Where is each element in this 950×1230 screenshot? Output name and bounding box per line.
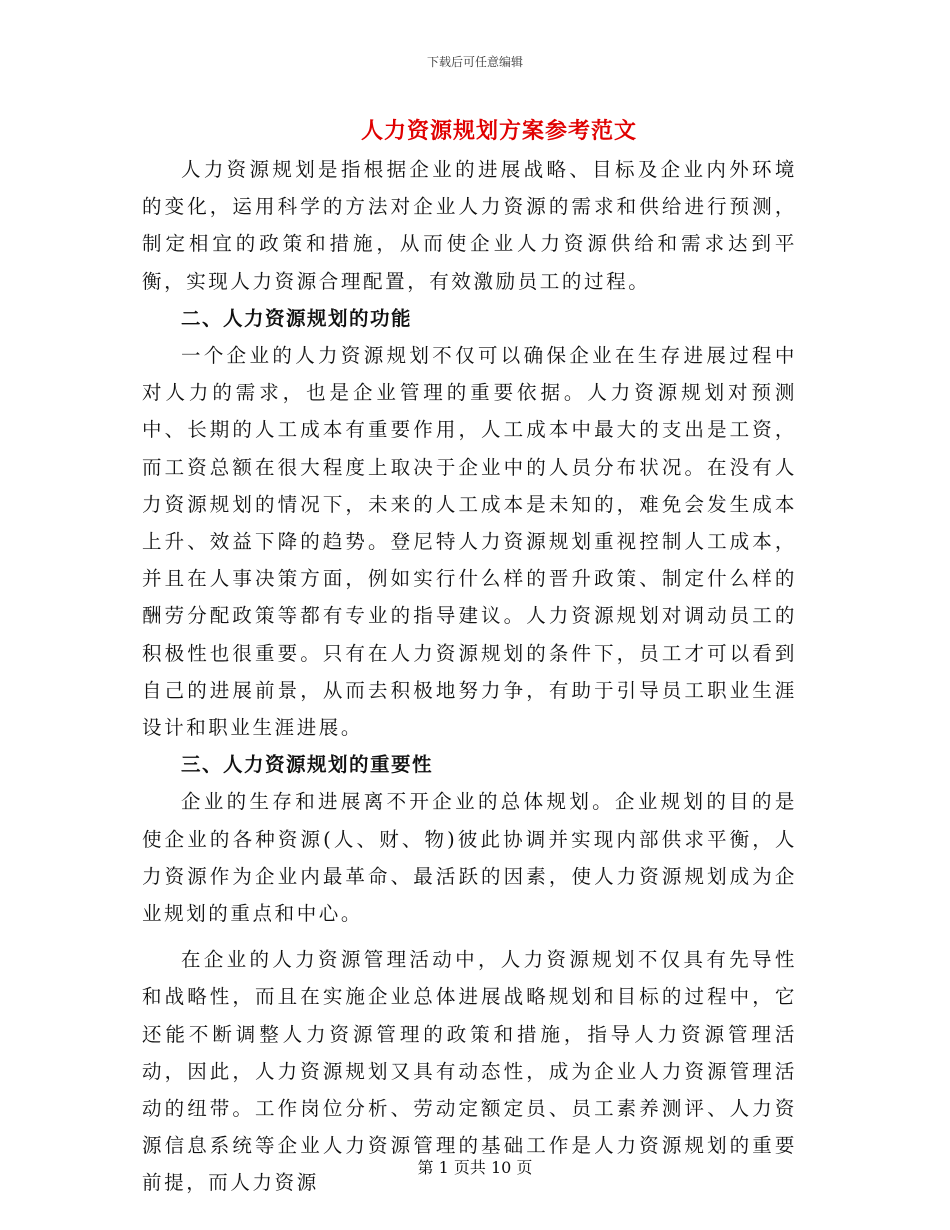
intro-paragraph: 人力资源规划是指根据企业的进展战略、目标及企业内外环境的变化，运用科学的方法对企业人力资源的需求和供给进行预测，制定相宜的政策和措施，从而使企业人力资源供给和需求达到平衡，实现人力资源合理配置，有效激励员工的过程。 xyxy=(142,158,797,293)
section-heading-functions: 二、人力资源规划的功能 xyxy=(181,306,413,330)
page-footer: 第 1 页共 10 页 xyxy=(417,1158,533,1177)
document-title: 人力资源规划方案参考范文 xyxy=(360,118,637,144)
importance-paragraph-1: 企业的生存和进展离不开企业的总体规划。企业规划的目的是使企业的各种资源(人、财、物)彼此协调并实现内部供求平衡，人力资源作为企业内最革命、最活跃的因素，使人力资源规划成为企业规划的重点和中心。 xyxy=(142,790,797,926)
functions-paragraph: 一个企业的人力资源规划不仅可以确保企业在生存进展过程中对人力的需求，也是企业管理的重要依据。人力资源规划对预测中、长期的人工成本有重要作用，人工成本中最大的支出是工资，而工资总额在很大程度上取决于企业中的人员分布状况。在没有人力资源规划的情况下，未来的人工成本是未知的，难免会发生成本上升、效益下降的趋势。登尼特人力资源规划重视控制人工成本，并且在人事决策方面，例如实行什么样的晋升政策、制定什么样的酬劳分配政策等都有专业的指导建议。人力资源规划对调动员工的积极性也很重要。只有在人力资源规划的条件下，员工才可以看到自己的进展前景，从而去积极地努力争，有助于引导员工职业生涯设计和职业生涯进展。 xyxy=(142,344,797,740)
document-body xyxy=(142,151,797,1202)
section-heading-importance: 三、人力资源规划的重要性 xyxy=(181,753,434,777)
page-header: 下载后可任意编辑 xyxy=(426,55,523,69)
importance-paragraph-2: 在企业的人力资源管理活动中，人力资源规划不仅具有先导性和战略性，而且在实施企业总体进展战略规划和目标的过程中，它还能不断调整人力资源管理的政策和措施，指导人力资源管理活动，因此，人力资源规划又具有动态性，成为企业人力资源管理活动的纽带。工作岗位分析、劳动定额定员、员工素养测评、人力资源信息系统等企业人力资源管理的基础工作是人力资源规划的重要前提，而人力资源 xyxy=(142,948,797,1195)
